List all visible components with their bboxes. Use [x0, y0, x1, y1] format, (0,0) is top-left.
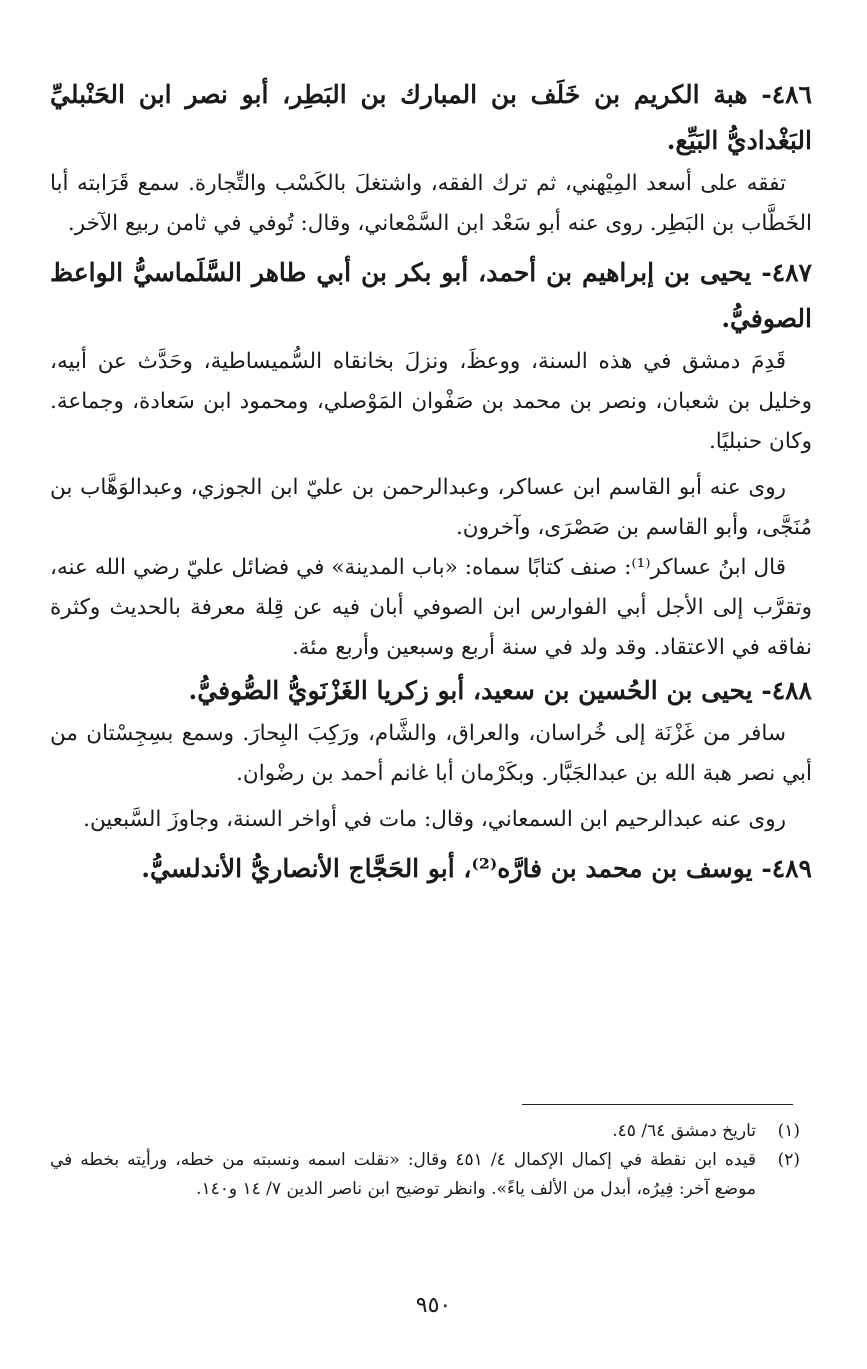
entry-487: [50, 250, 812, 668]
footnote-number: (٢): [777, 1150, 800, 1170]
footnote: [50, 1146, 800, 1204]
footnote-number: (١): [777, 1121, 800, 1141]
footnote-text: قيده ابن نقطة في إكمال الإكمال ٤/ ٤٥١ وقال: «نقلت اسمه ونسبته من خطه، ورأيته بخطه في موضع آخر: فِيرُه، أبدل من الألف ياءً». وانظر توضيح ابن ناصر الدين ٧/ ١٤ و١٤٠.: [50, 1150, 757, 1199]
entry-heading: ٤٨٦- هبة الكريم بن خَلَف بن المبارك بن البَطِر، أبو نصر ابن الحَنْبليِّ البَغْداديُّ البَيِّع.: [50, 80, 812, 155]
entry-heading: ٤٨٩- يوسف بن محمد بن فارَّه⁽²⁾، أبو الحَجَّاج الأنصاريُّ الأندلسيُّ.: [141, 854, 812, 883]
footnote: [50, 1117, 800, 1146]
footnote-divider: [522, 1104, 793, 1105]
entry-486: [50, 72, 812, 244]
entry-paragraph: قال ابنُ عساكر⁽¹⁾: صنف كتابًا سماه: «باب المدينة» في فضائل عليّ رضي الله عنه، وتقرَّب إلى الأجل أبي الفوارس ابن الصوفي أبان فيه عن قِلة معرفة بالحديث وكثرة نفاقه في الاعتقاد. وقد ولد في سنة أربع وسبعين وأربع مئة.: [50, 555, 812, 660]
entry-paragraph: روى عنه أبو القاسم ابن عساكر، وعبدالرحمن بن عليّ ابن الجوزي، وعبدالوَهَّاب بن مُنَجَّى، وأبو القاسم بن صَصْرَى، وآخرون.: [50, 475, 812, 540]
entry-489: [50, 846, 812, 892]
entry-paragraph: قَدِمَ دمشق في هذه السنة، ووعظَ، ونزلَ بخانقاه السُّميساطية، وحَدَّث عن أبيه، وخليل بن شعبان، ونصر بن محمد بن صَفْوان المَوْصلي، ومحمود ابن سَعادة، وجماعة. وكان حنبليًا.: [50, 349, 812, 454]
entry-488: [50, 668, 812, 840]
page-body: [50, 72, 812, 892]
footnotes: [50, 1117, 800, 1204]
entry-paragraph: تفقه على أسعد المِيْهني، ثم ترك الفقه، واشتغلَ بالكَسْب والتِّجارة. سمع قَرَابته أبا الخَطَّاب بن البَطِر. روى عنه أبو سَعْد ابن السَّمْعاني، وقال: تُوفي في ثامن ربيع الآخر.: [50, 171, 812, 236]
page-number: ٩٥٠: [415, 1293, 452, 1318]
entry-paragraph: سافر من غَزْنَة إلى خُراسان، والعراق، والشَّام، ورَكِبَ البِحارَ. وسمع بسِجِسْتان من أبي نصر هبة الله بن عبدالجَبَّار. وبكَرْمان أبا غانم أحمد بن رضْوان.: [50, 721, 812, 786]
entry-heading: ٤٨٧- يحيى بن إبراهيم بن أحمد، أبو بكر بن أبي طاهر السَّلَماسيُّ الواعظ الصوفيُّ.: [50, 258, 812, 333]
footnote-text: تاريخ دمشق ٦٤/ ٤٥.: [612, 1121, 756, 1141]
entry-heading: ٤٨٨- يحيى بن الحُسين بن سعيد، أبو زكريا الغَزْنَويُّ الصُّوفيُّ.: [188, 676, 812, 705]
entry-paragraph: روى عنه عبدالرحيم ابن السمعاني، وقال: مات في أواخر السنة، وجاوزَ السَّبعين.: [83, 807, 786, 832]
